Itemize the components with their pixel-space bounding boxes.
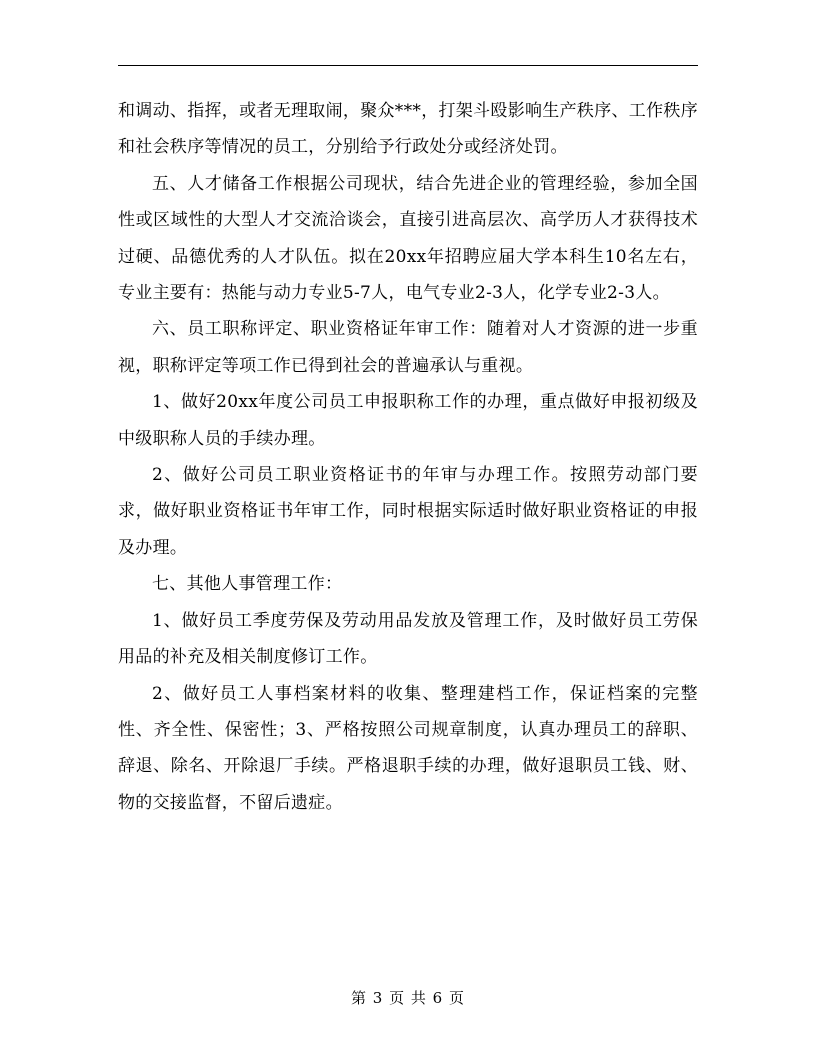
paragraph-title-evaluation: 六、员工职称评定、职业资格证年审工作：随着对人才资源的进一步重视，职称评定等项工作已得到社会的普遍承认与重视。 — [118, 319, 698, 376]
paragraph-talent-reserve: 五、人才储备工作根据公司现状，结合先进企业的管理经验，参加全国性或区域性的大型人才交流洽谈会，直接引进高层次、高学历人才获得技术过硬、品德优秀的人才队伍。拟在20xx年招聘应届大学本科生10名左右，专业主要有：热能与动力专业5-7人，电气专业2-3人，化学专业2-3人。 — [118, 173, 698, 304]
document-body — [118, 93, 698, 821]
paragraph-title-application: 1、做好20xx年度公司员工申报职称工作的办理，重点做好申报初级及中级职称人员的手续办理。 — [118, 392, 698, 449]
paragraph-qualification-review: 2、做好公司员工职业资格证书的年审与办理工作。按照劳动部门要求，做好职业资格证书年审工作，同时根据实际适时做好职业资格证的申报及办理。 — [118, 465, 698, 558]
paragraph-labor-protection: 1、做好员工季度劳保及劳动用品发放及管理工作，及时做好员工劳保用品的补充及相关制度修订工作。 — [118, 610, 698, 668]
paragraph-other-hr-heading: 七、其他人事管理工作： — [152, 574, 343, 595]
paragraph-discipline-continuation: 和调动、指挥，或者无理取闹，聚众***，打架斗殴影响生产秩序、工作秩序和社会秩序等情况的员工，分别给予行政处分或经济处罚。 — [118, 101, 698, 158]
paragraph-personnel-files: 2、做好员工人事档案材料的收集、整理建档工作，保证档案的完整性、齐全性、保密性；3、严格按照公司规章制度，认真办理员工的辞职、辞退、除名、开除退厂手续。严格退职手续的办理，做好退职员工钱、财、物的交接监督，不留后遗症。 — [118, 683, 698, 813]
header-rule — [118, 65, 698, 66]
page-number-footer: 第 3 页 共 6 页 — [351, 989, 465, 1007]
